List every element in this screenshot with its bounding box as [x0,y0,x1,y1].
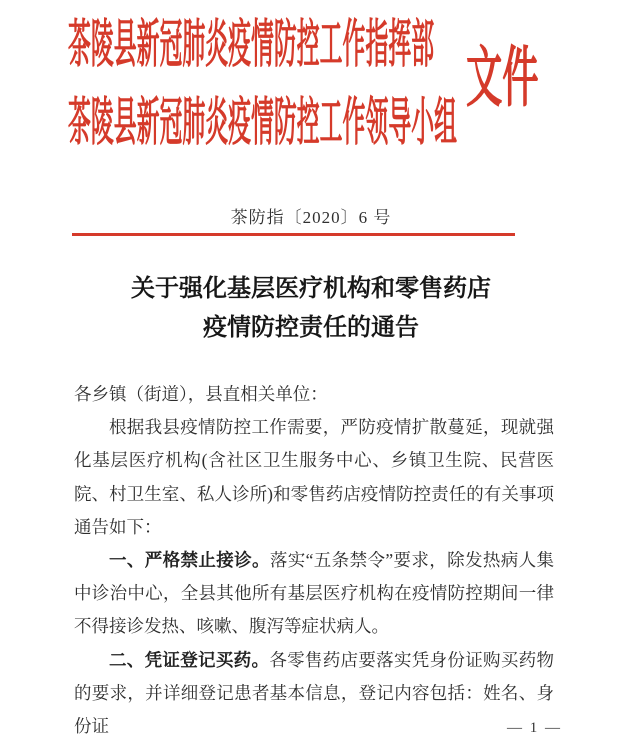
letterhead [68,17,612,152]
document-title [30,270,592,348]
document-number: 茶防指〔2020〕6 号 [230,208,392,227]
red-divider-line [72,233,515,236]
letterhead-org-lines [68,17,460,152]
letterhead-org-line1: 茶陵县新冠肺炎疫情防控工作指挥部 [68,17,435,74]
body-paragraph: 一、严格禁止接诊。落实“五条禁令”要求，除发热病人集中诊治中心，全县其他所有基层医疗机构在疫情防控期间一律不得接诊发热、咳嗽、腹泻等症状病人。 [74,550,554,637]
document-title-line1: 关于强化基层医疗机构和零售药店 [131,276,491,302]
paragraph-bold-lead: 一、严格禁止接诊。 [109,550,270,571]
body-paragraph: 二、凭证登记买药。各零售药店要落实凭身份证购买药物的要求，并详细登记患者基本信息，登记内容包括：姓名、身份证 [74,649,554,737]
document-body [74,378,554,743]
body-paragraph: 根据我县疫情防控工作需要，严防疫情扩散蔓延，现就强化基层医疗机构(含社区卫生服务中心、乡镇卫生院、民营医院、村卫生室、私人诊所)和零售药店疫情防控责任的有关事项通告如下： [74,417,554,537]
paragraph-list [74,411,554,743]
document-title-line2: 疫情防控责任的通告 [203,315,419,341]
salutation: 各乡镇（街道），县直相关单位： [74,384,328,404]
page-footer [507,720,562,737]
letterhead-doc-type-label: 文件 [466,42,539,115]
paragraph-bold-lead: 二、凭证登记买药。 [109,649,270,670]
page-number: — 1 — [507,720,562,736]
letterhead-org-line2: 茶陵县新冠肺炎疫情防控工作领导小组 [68,95,457,152]
